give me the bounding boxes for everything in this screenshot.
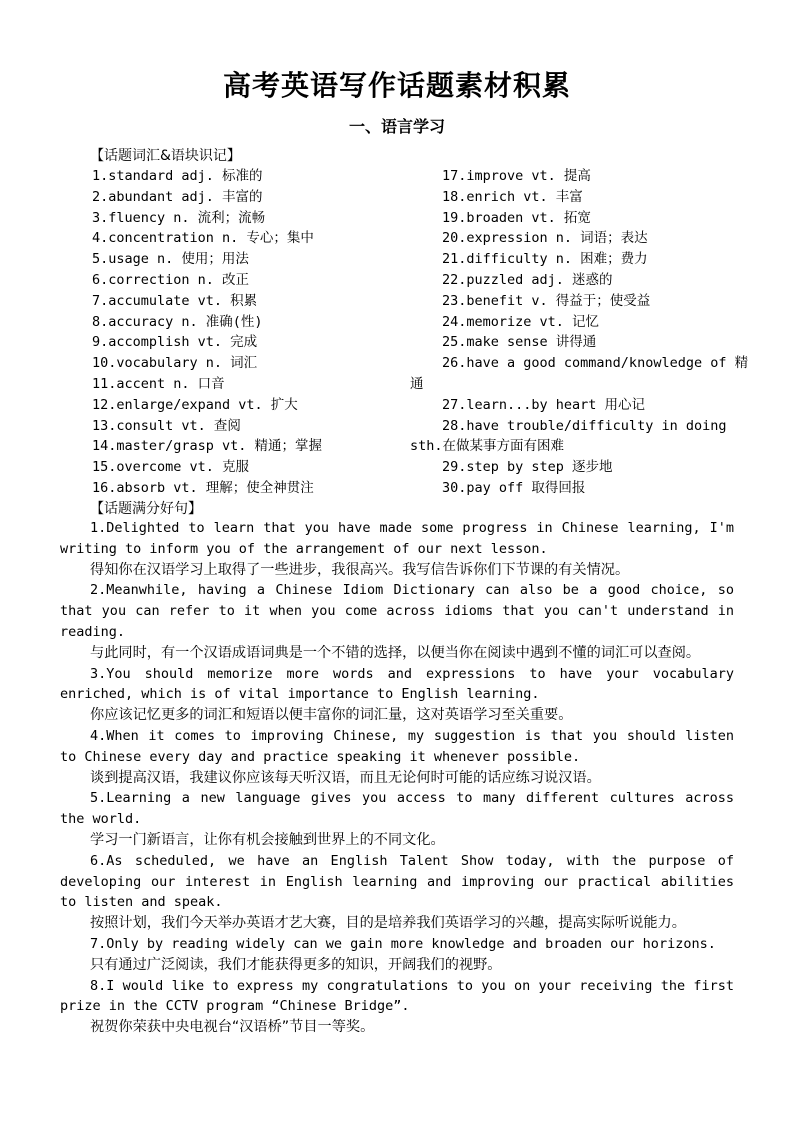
vocab-item: 7.accumulate vt. 积累 (92, 292, 258, 309)
sentence-english: 7.Only by reading widely can we gain more knowledge and broaden our horizons. (90, 935, 716, 952)
sentence-english: 1.Delighted to learn that you have made some progress in Chinese learning, I'm writing to inform you of the arrangement of our next lesson. (60, 520, 734, 557)
sentence-chinese: 按照计划，我们今天举办英语才艺大赛，目的是培养我们英语学习的兴趣，提高实际听说能力。 (90, 915, 686, 932)
sentences-heading: 【话题满分好句】 (90, 501, 202, 517)
vocab-item: 26.have a good command/knowledge of 精 (442, 355, 749, 372)
sentence-chinese: 谈到提高汉语，我建议你应该每天听汉语，而且无论何时可能的话应练习说汉语。 (90, 769, 601, 786)
sentence-english: 3.You should memorize more words and expressions to have your vocabulary enriched, which is of vital importance to English learning. (60, 665, 734, 703)
vocab-item: 15.overcome vt. 克服 (92, 459, 250, 476)
vocab-item: 27.learn...by heart 用心记 (442, 396, 646, 413)
vocab-item: 29.step by step 逐步地 (442, 459, 613, 476)
vocab-item: 16.absorb vt. 理解；使全神贯注 (92, 479, 314, 496)
sentence-english: 6.As scheduled, we have an English Talent Show today, with the purpose of developing our interest in English learning and improving our practical abilities to listen and speak. (60, 852, 734, 911)
vocab-heading: 【话题词汇&语块识记】 (90, 148, 241, 164)
vocab-item: 22.puzzled adj. 迷惑的 (442, 271, 613, 288)
vocab-item: 19.broaden vt. 拓宽 (442, 209, 591, 226)
vocab-item: 20.expression n. 词语；表达 (442, 230, 648, 247)
vocab-item: 4.concentration n. 专心；集中 (92, 230, 314, 247)
vocab-item: 12.enlarge/expand vt. 扩大 (92, 396, 298, 413)
sentence-chinese: 得知你在汉语学习上取得了一些进步，我很高兴。我写信告诉你们下节课的有关情况。 (90, 561, 630, 578)
sentence-english: 2.Meanwhile, having a Chinese Idiom Dictionary can also be a good choice, so that you can refer to it when you come across idioms that you can't understand in reading. (60, 582, 734, 640)
vocab-item: 10.vocabulary n. 词汇 (92, 355, 258, 372)
sentence-chinese: 只有通过广泛阅读，我们才能获得更多的知识，开阔我们的视野。 (90, 956, 502, 973)
vocab-item: 11.accent n. 口音 (92, 375, 225, 392)
vocab-item: 13.consult vt. 查阅 (92, 417, 241, 434)
vocab-item: 23.benefit v. 得益于；使受益 (442, 292, 651, 309)
sentence-english: 4.When it comes to improving Chinese, my suggestion is that you should listen to Chinese every day and practice speaking it whenever possible. (60, 727, 734, 765)
sentence-chinese: 祝贺你荣获中央电视台“汉语桥”节目一等奖。 (90, 1019, 375, 1036)
vocab-item: 18.enrich vt. 丰富 (442, 188, 583, 205)
vocab-item-continuation: sth.在做某事方面有困难 (410, 438, 565, 455)
vocab-item: 6.correction n. 改正 (92, 271, 250, 288)
vocab-left-column (92, 166, 412, 499)
sentence-english: 5.Learning a new language gives you access to many different cultures across the world. (60, 790, 734, 828)
document-title: 高考英语写作话题素材积累 (222, 69, 571, 102)
vocab-item: 25.make sense 讲得通 (442, 334, 597, 351)
vocab-item: 9.accomplish vt. 完成 (92, 334, 258, 351)
vocab-item: 3.fluency n. 流利；流畅 (92, 209, 266, 226)
vocab-item: 5.usage n. 使用；用法 (92, 251, 249, 268)
sentence-chinese: 与此同时，有一个汉语成语词典是一个不错的选择，以便当你在阅读中遇到不懂的词汇可以查阅。 (90, 644, 701, 661)
vocab-item: 2.abundant adj. 丰富的 (92, 188, 263, 205)
vocab-right-column (410, 166, 749, 499)
vocab-item: 28.have trouble/difficulty in doing (442, 417, 727, 434)
vocab-item: 21.difficulty n. 困难；费力 (442, 251, 648, 268)
vocab-item: 8.accuracy n. 准确(性) (92, 313, 263, 330)
section-subtitle: 一、语言学习 (348, 117, 445, 136)
vocab-item: 14.master/grasp vt. 精通；掌握 (92, 438, 323, 455)
vocab-item: 17.improve vt. 提高 (442, 168, 591, 184)
sentence-english: 8.I would like to express my congratulations to you on your receiving the first prize in the CCTV program “Chinese Bridge”. (60, 977, 734, 1015)
vocab-item: 1.standard adj. 标准的 (92, 168, 263, 184)
vocab-item-continuation: 通 (410, 375, 424, 392)
sentence-chinese: 学习一门新语言，让你有机会接触到世界上的不同文化。 (90, 831, 445, 848)
sentences-list (60, 518, 734, 1038)
vocab-item: 24.memorize vt. 记忆 (442, 313, 600, 330)
vocab-item: 30.pay off 取得回报 (442, 479, 586, 496)
sentence-chinese: 你应该记忆更多的词汇和短语以便丰富你的词汇量，这对英语学习至关重要。 (90, 707, 573, 724)
